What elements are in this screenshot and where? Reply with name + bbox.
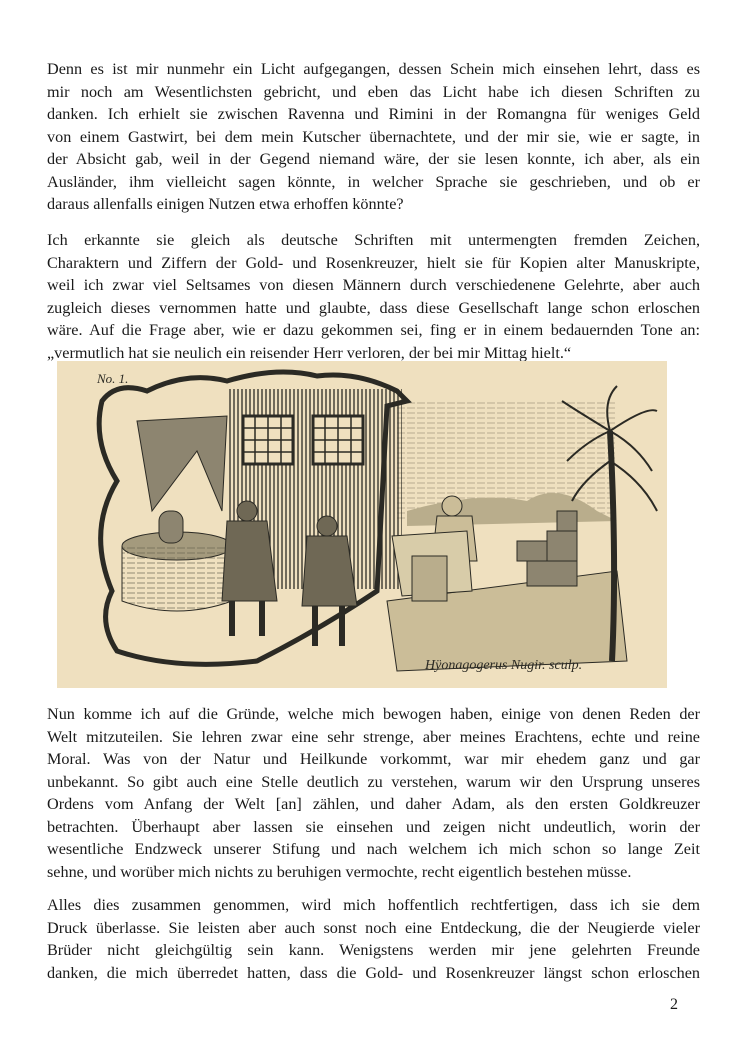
- text-line: zugleich dieses vernommen hatte und glaubte, dass diese Gesellschaft lange schon erloschen: [47, 298, 700, 317]
- paragraph-4: [47, 894, 700, 984]
- text-line: wäre. Auf die Frage aber, wie er dazu gekommen sei, fing er in einem bedauernden Tone an:: [47, 321, 700, 339]
- text-line: Ich erkannte sie gleich als deutsche Schriften mit untermengten fremden Zeichen,: [47, 231, 700, 249]
- text-line: von einem Gastwirt, bei dem mein Kutscher übernachtete, und der mir sie, wie er sagte, in: [47, 127, 700, 146]
- plate-number: No. 1.: [97, 371, 129, 386]
- engraver-signature: Hÿonagogerus Nugir. sculp.: [425, 658, 583, 673]
- text-line: Denn es ist mir nunmehr ein Licht aufgegangen, dessen Schein mich einsehen lehrt, dass es: [47, 60, 700, 78]
- text-line: Ausländer, ihm vielleicht sagen könnte, in welcher Sprache sie geschrieben, und ob er: [47, 172, 700, 191]
- text-line: mir noch am Wesentlichsten gebricht, und eben das Licht habe ich diesen Schriften zu: [47, 82, 700, 101]
- text-line: wesentliche Endzweck unserer Stifung und nach welchem ich mich schon so lange Zeit: [47, 840, 700, 858]
- throne: [159, 511, 183, 543]
- text-line: Alles dies zusammen genommen, wird mich hoffentlich rechtfertigen, dass ich sie dem: [47, 896, 700, 914]
- text-line: Brüder nicht gleichgültig sein kann. Wenigstens werden mir jene gelehrten Freunde: [47, 941, 700, 959]
- text-line: danken, die mich überredet hatten, dass die Gold- und Rosenkreuzer längst schon erloschen: [47, 963, 700, 982]
- text-line: Nun komme ich auf die Gründe, welche mich bewogen haben, einige von denen Reden der: [47, 705, 700, 723]
- text-line: daraus allenfalls einigen Nutzen etwa erhoffen könnte?: [47, 195, 404, 213]
- engraving-illustration: [57, 361, 667, 688]
- text-line: unbekannt. So gibt auch eine Stelle deutlich zu verstehen, warum wir den Ursprung unseres: [47, 772, 700, 791]
- text-line: Ordens vom Anfang der Welt [an] zählen, und daher Adam, als den ersten Goldkreuzer: [47, 795, 700, 813]
- text-line: betrachten. Überhaupt aber lassen sie einsehen und zeigen nicht undeutlich, worin der: [47, 817, 700, 836]
- text-line: „vermutlich hat sie neulich ein reisender Herr verloren, der bei mir Mittag hielt.“: [47, 343, 572, 362]
- text-line: Moral. Was von der Natur und Heilkunde vorkommt, war mir ehedem ganz und gar: [47, 750, 700, 768]
- text-line: Druck überlasse. Sie leisten aber auch sonst noch eine Entdeckung, die der Neugierde vieler: [47, 918, 700, 937]
- canopy: [137, 416, 227, 511]
- text-line: danken. Ich erhielt sie zwischen Ravenna und Rimini in der Romangna für weniges Geld: [47, 105, 700, 123]
- paragraph-1: [47, 58, 700, 216]
- page-number: 2: [670, 996, 678, 1013]
- text-line: Charaktern und Ziffern der Gold- und Rosenkreuzer, hielt sie für Kopien alter Manuskripte,: [47, 253, 700, 272]
- paragraph-2: [47, 229, 700, 364]
- paragraph-3: [47, 703, 700, 883]
- text-line: weil ich zwar viel Seltsames von diesen Männern durch verschiedenene Gelehrte, aber auch: [47, 276, 700, 294]
- text-line: Welt mitzuteilen. Sie lehren zwar eine sehr strenge, aber meines Erachtens, echte und reine: [47, 727, 700, 746]
- text-line: sehne, und worüber mich nichts zu beruhigen vermochte, recht eigentlich bestehen müsse.: [47, 862, 632, 881]
- text-line: der Absicht gab, weil in der Gegend niemand wäre, der sie lesen konnte, ich aber, als ein: [47, 150, 700, 168]
